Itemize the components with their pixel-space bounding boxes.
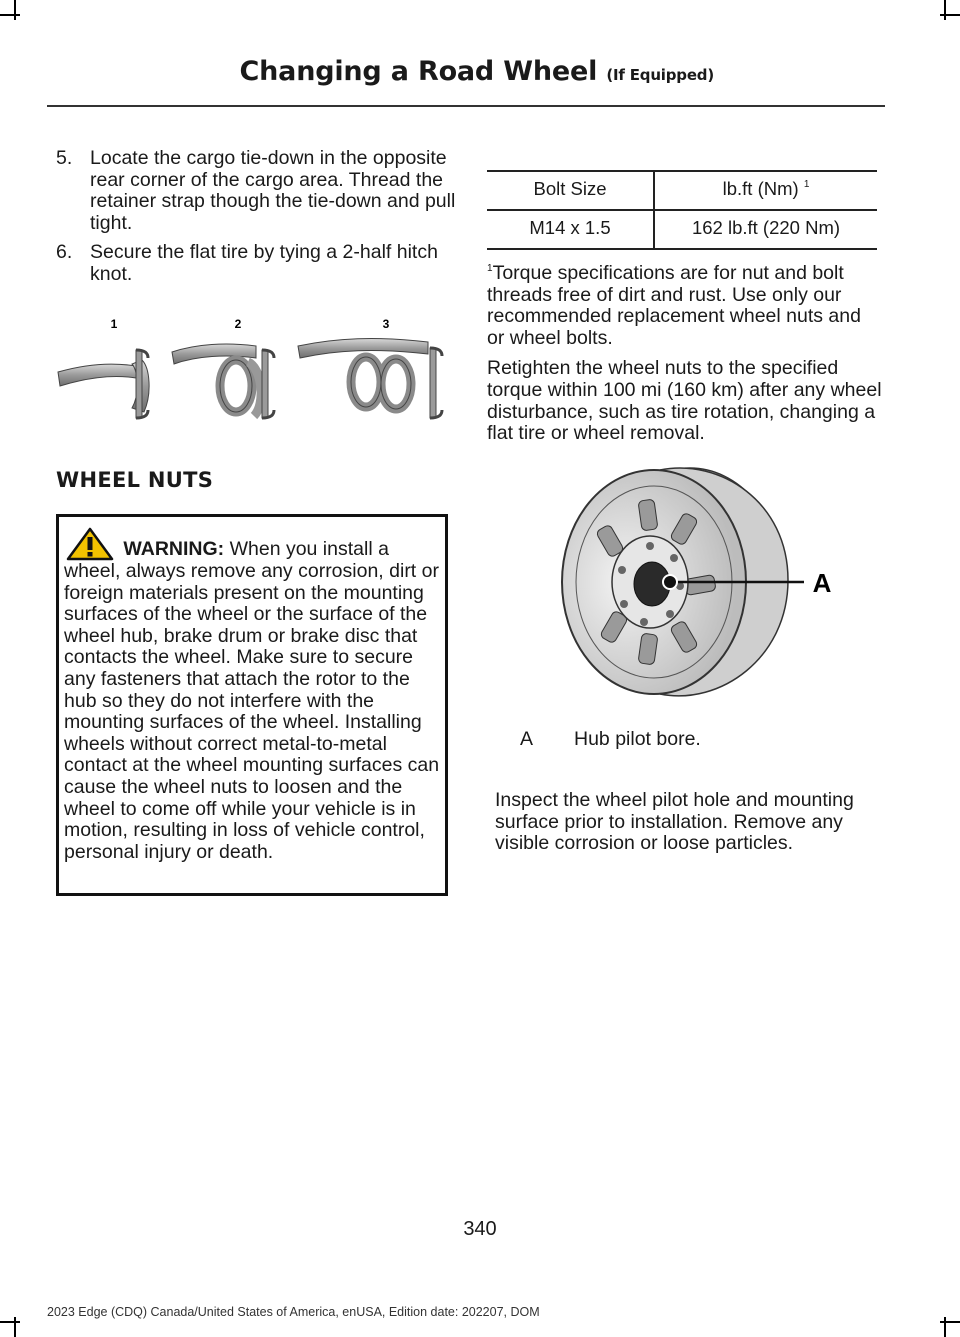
table-cell: M14 x 1.5 xyxy=(487,210,654,249)
warning-text: When you install a wheel, always remove any corrosion, dirt or foreign materials present on the mounting surfaces of the wheel or the surface of the wheel hub, brake drum or brake disc that contacts the wheel. Make sure to secure any fasteners that attach the rotor to the hub so they do not interfere with the mounting surfaces of the wheel. Installing wheels without correct metal-to-metal contact at the wheel mounting surfaces can cause the wheel nuts to loosen and the wheel to come off while your vehicle is in motion, resulting in loss of vehicle control, personal injury or death. xyxy=(64,538,440,863)
crop-mark xyxy=(944,1317,946,1337)
torque-table xyxy=(487,170,877,250)
crop-mark xyxy=(14,0,16,20)
page-title xyxy=(240,56,714,87)
page-number: 340 xyxy=(463,1218,497,1240)
steps-list xyxy=(56,148,456,294)
table-cell: 162 lb.ft (220 Nm) xyxy=(654,210,877,249)
crop-mark xyxy=(0,1321,20,1323)
step-text: Locate the cargo tie-down in the opposite rear corner of the cargo area. Thread the retainer strap though the tie-down and pull tight. xyxy=(90,147,456,234)
knot-step-label: 2 xyxy=(234,317,242,331)
legend-key: A xyxy=(520,728,534,750)
crop-mark xyxy=(940,14,960,16)
footnote xyxy=(487,258,882,349)
step-number: 6. xyxy=(56,241,73,264)
warning-label: WARNING: xyxy=(123,538,225,560)
knot-step-2-drawing xyxy=(172,344,274,418)
page-title-main: Changing a Road Wheel xyxy=(239,56,598,87)
footnote-mark: 1 xyxy=(487,263,493,274)
warning-triangle-icon xyxy=(66,527,114,561)
step-text: Secure the flat tire by tying a 2-half hitch knot. xyxy=(90,241,438,285)
table-header-row xyxy=(487,171,877,210)
crop-mark xyxy=(940,1321,960,1323)
table-header-cell: lb.ft (Nm) $^1$ xyxy=(654,171,877,210)
list-item xyxy=(56,148,456,234)
step-number: 5. xyxy=(56,147,73,169)
right-column-text xyxy=(487,258,882,454)
retighten-paragraph: Retighten the wheel nuts to the specified torque within 100 mi (160 km) after any wheel disturbance, such as tire rotation, changing a flat tire or wheel removal. xyxy=(487,357,882,445)
wheel-illustration xyxy=(530,462,850,712)
crop-mark xyxy=(14,1317,16,1337)
list-item xyxy=(56,242,456,285)
knot-step-label: 3 xyxy=(382,317,390,331)
footer-edition: 2023 Edge (CDQ) Canada/United States of America, enUSA, Edition date: 202207, DOM xyxy=(47,1305,540,1319)
legend-value: Hub pilot bore. xyxy=(574,728,701,750)
table-row xyxy=(487,210,877,249)
warning-box xyxy=(56,514,448,896)
footnote-text: Torque specifications are for nut and bolt threads free of dirt and rust. Use only our recommended replacement wheel nuts and or wheel bolts. xyxy=(487,262,861,349)
crop-mark xyxy=(944,0,946,20)
inspect-paragraph: Inspect the wheel pilot hole and mounting surface prior to installation. Remove any visible corrosion or loose particles. xyxy=(495,789,854,855)
knot-illustration xyxy=(56,308,454,428)
table-header-cell: Bolt Size xyxy=(487,171,654,210)
knot-step-3-drawing xyxy=(298,339,442,418)
knot-step-1-drawing xyxy=(58,350,149,418)
section-heading: WHEEL NUTS xyxy=(56,468,214,492)
wheel-callout-label: A xyxy=(812,568,832,598)
knot-step-label: 1 xyxy=(110,317,118,331)
page-title-subtitle: (If Equipped) xyxy=(606,66,714,84)
header-divider xyxy=(47,105,885,107)
footnote-marker: 1 xyxy=(803,179,810,190)
crop-mark xyxy=(0,14,20,16)
